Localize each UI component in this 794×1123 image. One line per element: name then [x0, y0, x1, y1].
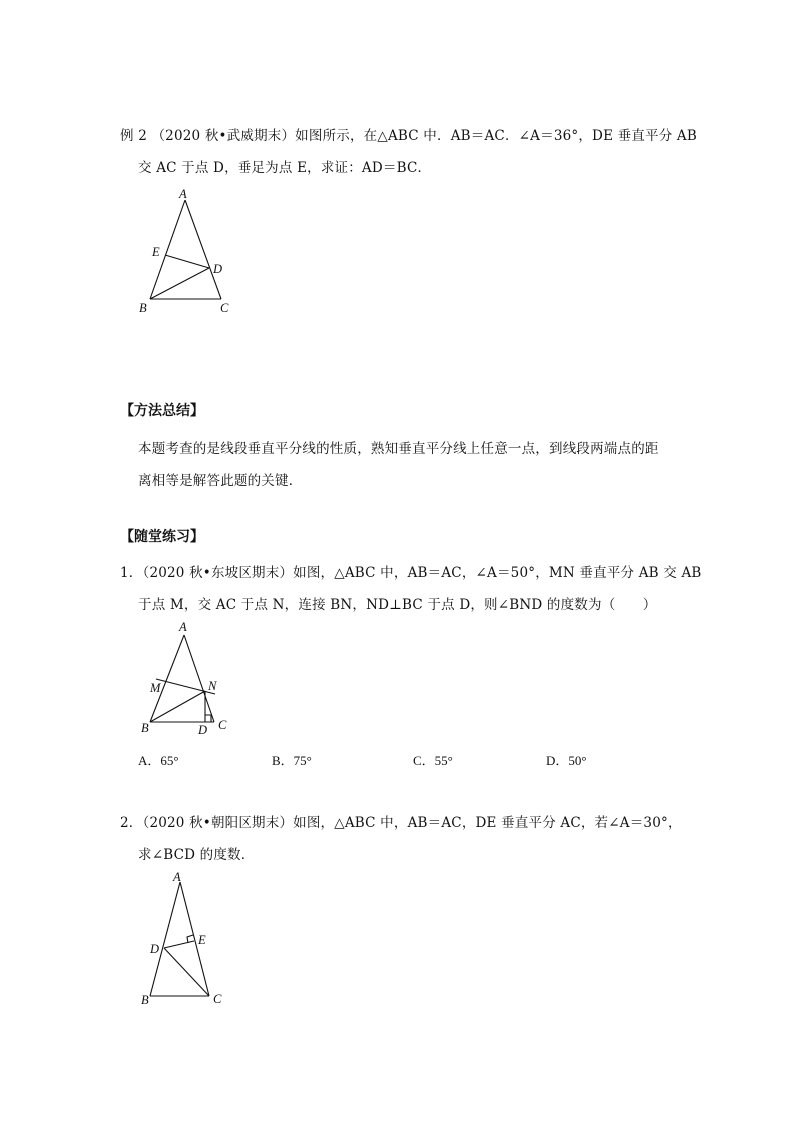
q2-label-B: B — [141, 993, 149, 1007]
method-summary-line2: 离相等是解答此题的关键． — [138, 473, 303, 489]
q2-label-D: D — [150, 942, 160, 956]
example2-line1: 例 2 （2020 秋•武威期末）如图所示，在△ABC 中．AB＝AC．∠A＝36°，DE 垂直平分 AB — [120, 128, 697, 144]
q2-line1: 2．（2020 秋•朝阳区期末）如图，△ABC 中，AB＝AC，DE 垂直平分 AC，若∠A＝30°， — [120, 815, 682, 831]
q2-label-A: A — [173, 870, 181, 884]
q1-line2: 于点 M，交 AC 于点 N，连接 BN，ND⊥BC 于点 D，则∠BND 的度数为（ ） — [138, 597, 657, 613]
q1-label-A: A — [179, 620, 187, 634]
q1-option-d[interactable]: D．50° — [546, 753, 587, 768]
q1-label-D: D — [198, 723, 208, 737]
q2-line2: 求∠BCD 的度数． — [138, 847, 255, 863]
method-summary-line1: 本题考查的是线段垂直平分线的性质，熟知垂直平分线上任意一点，到线段两端点的距 — [138, 441, 659, 457]
example2-label-E: E — [152, 245, 160, 259]
q1-label-N: N — [208, 679, 217, 693]
q2-label-C: C — [213, 992, 222, 1006]
example2-label-B: B — [139, 301, 147, 315]
example2-label-D: D — [213, 262, 223, 276]
example2-label-A: A — [179, 187, 187, 201]
q1-label-B: B — [141, 721, 149, 735]
q2-label-E: E — [198, 933, 206, 947]
method-summary-heading: 【方法总结】 — [120, 403, 204, 419]
example2-line2: 交 AC 于点 D，垂足为点 E，求证：AD＝BC． — [138, 160, 432, 176]
practice-heading: 【随堂练习】 — [120, 529, 204, 545]
q1-line1: 1．（2020 秋•东坡区期末）如图，△ABC 中，AB＝AC，∠A＝50°，MN 垂直平分 AB 交 AB — [120, 565, 702, 581]
q1-option-c[interactable]: C．55° — [413, 753, 453, 768]
q1-label-M: M — [150, 681, 161, 695]
q1-option-b[interactable]: B．75° — [272, 753, 312, 768]
q1-option-a[interactable]: A．65° — [138, 753, 179, 768]
q1-label-C: C — [218, 718, 227, 732]
example2-label-C: C — [220, 301, 229, 315]
